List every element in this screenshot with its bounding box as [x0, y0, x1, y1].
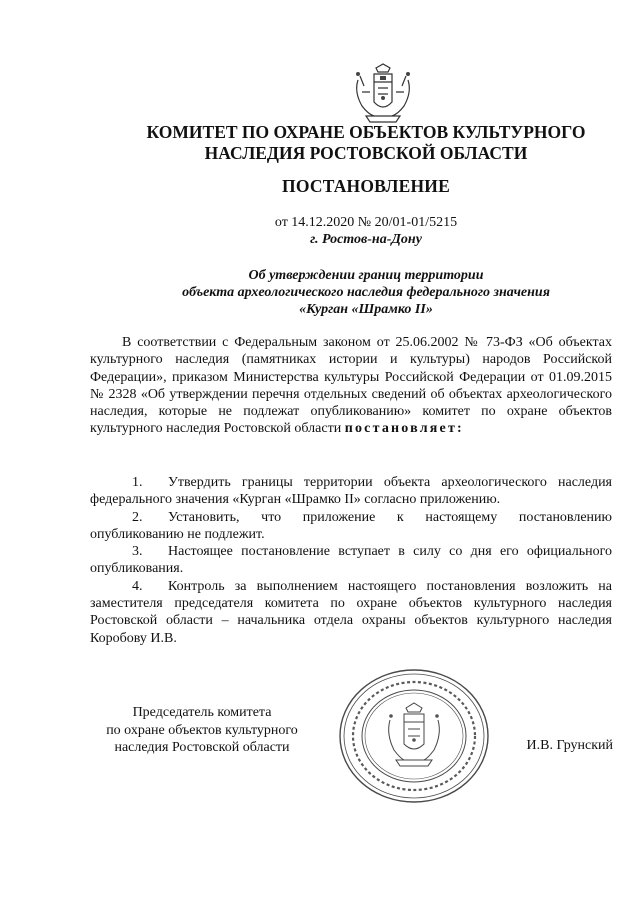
- rostov-oblast-coat-of-arms-icon: [350, 62, 416, 124]
- preamble-paragraph: [90, 334, 612, 438]
- signatory-title-line-3: наследия Ростовской области: [114, 740, 290, 755]
- item-number: 4.: [132, 578, 143, 594]
- decree-word: постановляет:: [344, 421, 464, 437]
- committee-line-2: НАСЛЕДИЯ РОСТОВСКОЙ ОБЛАСТИ: [204, 143, 528, 163]
- item-text: Утвердить границы территории объекта археологического наследия федерального значения «Курган «Шрамко II» согласно приложению.: [90, 475, 612, 508]
- subject-line-2: объекта археологического наследия федерального значения: [182, 285, 550, 300]
- item-number: 3.: [132, 544, 143, 560]
- signatory-title: [84, 704, 320, 757]
- decree-item: [90, 509, 612, 544]
- item-text: Установить, что приложение к настоящему постановлению опубликованию не подлежит.: [90, 509, 612, 542]
- item-number: 1.: [132, 475, 143, 490]
- signatory-title-line-2: по охране объектов культурного: [106, 722, 298, 738]
- document-type: ПОСТАНОВЛЕНИЕ: [282, 176, 450, 196]
- committee-name: [110, 122, 622, 164]
- preamble-text: В соответствии с Федеральным законом от 25.06.2002 № 73-ФЗ «Об объектах культурного наследия (памятниках истории и культуры) народов Российской Федерации», приказом Министерства культуры Российской Федерации от 01.09.2015 № 2328 «Об утверждении перечня отдельных сведений об объектах археологического наследия, которые не подлежат опубликованию» комитет по охране объектов культурного наследия Ростовской области: [90, 335, 612, 437]
- decree-item: [90, 474, 612, 509]
- document-city: г. Ростов-на-Дону: [310, 232, 422, 247]
- item-number: 2.: [132, 509, 143, 525]
- decree-items-list: [90, 474, 612, 647]
- signatory-title-line-1: Председатель комитета: [132, 705, 272, 720]
- decree-item: [90, 543, 612, 578]
- document-date-number: от 14.12.2020 № 20/01-01/5215: [274, 215, 458, 230]
- subject-line-1: Об утверждении границ территории: [248, 268, 484, 283]
- signatory-name: И.В. Грунский: [526, 738, 613, 753]
- decree-item: [90, 578, 612, 647]
- committee-line-1: КОМИТЕТ ПО ОХРАНЕ ОБЪЕКТОВ КУЛЬТУРНОГО: [146, 122, 586, 142]
- official-round-seal-icon: [336, 666, 492, 806]
- document-subject: [110, 267, 622, 318]
- item-text: Настоящее постановление вступает в силу со дня его официального опубликования.: [90, 544, 612, 577]
- subject-line-3: «Курган «Шрамко II»: [299, 302, 433, 317]
- item-text: Контроль за выполнением настоящего постановления возложить на заместителя председателя комитета по охране объектов культурного наследия Ростовской области – начальника отдела охраны объектов культурного наследия Коробову И.В.: [90, 578, 612, 646]
